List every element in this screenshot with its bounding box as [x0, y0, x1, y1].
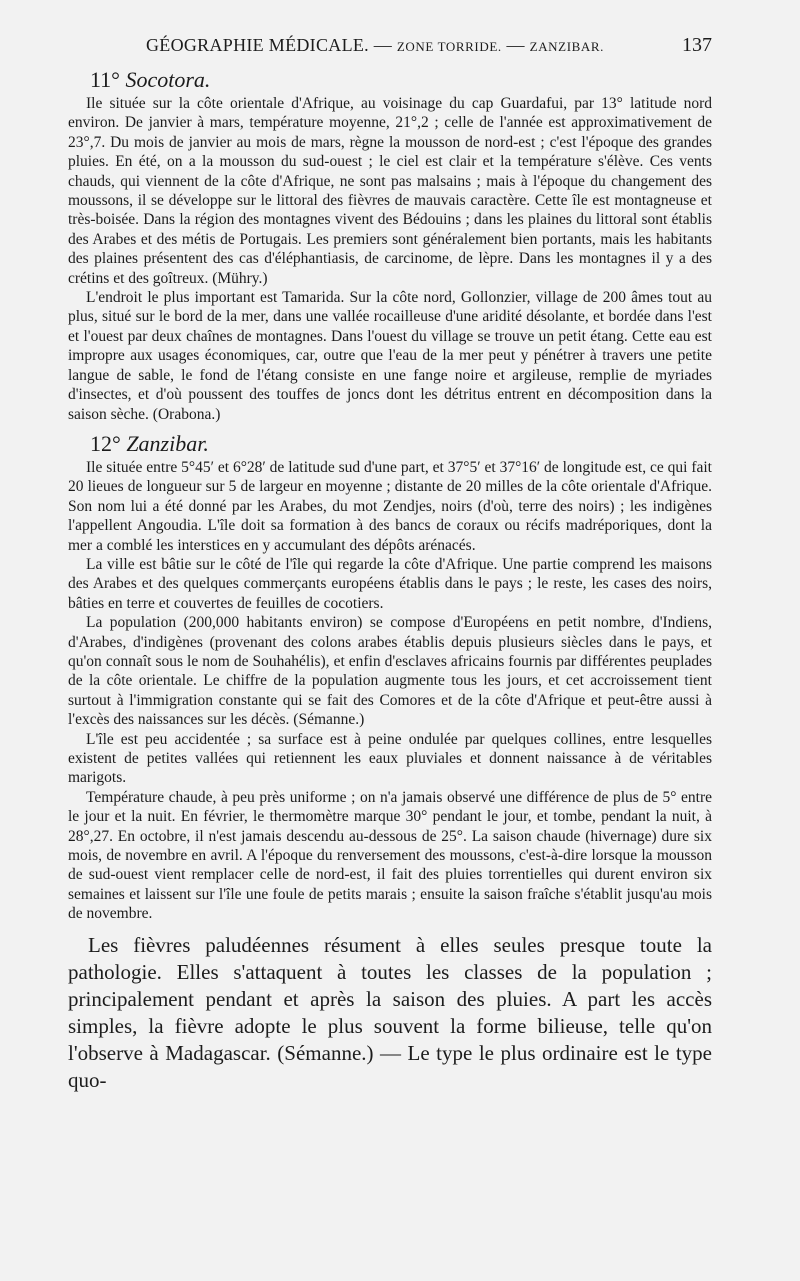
section-heading-zanzibar: [90, 430, 712, 458]
header-title: [68, 35, 682, 56]
closing-paragraph: Les fièvres paludéennes résument à elles seules presque toute la pathologie. Elles s'attaquent à toutes les classes de la population ; principalement pendant et après la saison des pluies. A part les accès simples, la fièvre adopte le plus souvent la forme bilieuse, telle qu'on l'observe à Madagascar. (Sémanne.) — Le type le plus ordinaire est le type quo-: [68, 932, 712, 1092]
section-number: 11°: [90, 67, 120, 92]
header-subtitle-place: ZANZIBAR.: [529, 39, 605, 54]
paragraph: Ile située sur la côte orientale d'Afrique, au voisinage du cap Guardafui, par 13° latitude nord environ. De janvier à mars, température moyenne, 21°,2 ; celle de l'année est approximativement de 23°,7. Du mois de janvier au mois de mars, règne la mousson de nord-est ; c'est l'époque des grandes pluies. En été, on a la mousson du sud-ouest ; le ciel est clair et la température s'élève. Ces vents chauds, qui viennent de la côte d'Afrique, ne sont pas malsains ; mais à l'époque du changement des moussons, il se développe sur le littoral des fièvres de mauvais caractère. Cette île est montagneuse et très-boisée. Dans la région des montagnes vivent des Bédouins ; dans les plaines du littoral sont établis des Arabes et des métis de Portugais. Les premiers sont généralement bien portants, mais les habitants des plaines présentent des cas d'éléphantiasis, de carcinome, de lèpre. Dans les montagnes il y a des crétins et des goîtreux. (Mühry.): [68, 95, 712, 287]
header-dash-1: —: [373, 35, 393, 55]
paragraph: L'endroit le plus important est Tamarida. Sur la côte nord, Gollonzier, village de 200 âmes tout au plus, situé sur le bord de la mer, dans une vallée rocailleuse d'une aridité désolante, et bordée dans l'est et l'ouest par deux chaînes de montagnes. Dans l'ouest du village se trouve un petit étang. Cette eau est impropre aux usages économiques, car, outre que l'eau de la mer peut y pénétrer à travers une petite langue de sable, le fond de l'étang consiste en une fange noire et argileuse, remplie de myriades d'insectes, et d'où poussent des touffes de joncs dont les détritus entrent en décomposition dans la saison sèche. (Orabona.): [68, 289, 712, 423]
page-number: 137: [682, 34, 712, 56]
paragraph: La population (200,000 habitants environ) se compose d'Européens en petit nombre, d'Indiens, d'Arabes, d'indigènes (provenant des colons arabes établis depuis plusieurs siècles dans le pays, et qu'on connaît sous le nom de Souhahélis), et enfin d'esclaves africains fournis par différentes peuplades de la côte orientale. Le chiffre de la population augmente tous les jours, et cet accroissement tient surtout à l'immigration constante qui se fait des Comores et de la côte d'Afrique et peut-être aussi à l'excès des naissances sur les décès. (Sémanne.): [68, 614, 712, 729]
section-number: 12°: [90, 430, 121, 456]
page-body: [68, 66, 712, 1094]
paragraph: La ville est bâtie sur le côté de l'île qui regarde la côte d'Afrique. Une partie comprend les maisons des Arabes et des quelques commerçants européens établis dans le pays ; le reste, les cases des noirs, bâties en terre et couvertes de feuilles de cocotiers.: [68, 555, 712, 612]
paragraph: Température chaude, à peu près uniforme ; on n'a jamais observé une différence de plus de 5° entre le jour et la nuit. En février, le thermomètre marque 30° pendant le jour, et tombe, pendant la nuit, à 28°,27. En octobre, il n'est jamais descendu au-dessous de 25°. La saison chaude (hivernage) dure six mois, de novembre en avril. A l'époque du renversement des moussons, c'est-à-dire lorsque la mousson de sud-ouest vient remplacer celle de nord-est, il fait des pluies torrentielles qui durent environ six semaines et laissent sur l'île une foule de petits marais ; ensuite la saison fraîche s'établit jusqu'au mois de novembre.: [68, 788, 712, 923]
section-heading-socotora: [90, 66, 712, 94]
section-title: Zanzibar.: [126, 430, 209, 456]
header-dash-2: —: [506, 35, 525, 55]
section-title: Socotora.: [125, 67, 211, 92]
header-title-main: GÉOGRAPHIE MÉDICALE.: [145, 35, 369, 55]
running-header: [68, 34, 712, 60]
paragraph: Ile située entre 5°45′ et 6°28′ de latitude sud d'une part, et 37°5′ et 37°16′ de longitude est, ce qui fait 20 lieues de longueur sur 5 de largeur en moyenne ; distante de 20 milles de la côte orientale d'Afrique. Son nom lui a été donné par les Arabes, du mot Zendjes, noirs (d'où, terre des noirs) ; les indigènes l'appellent Angoudia. L'île doit sa formation à des bancs de coraux ou récifs madréporiques, dont la mer a comblé les interstices en y accumulant des dépôts arénacés.: [68, 458, 712, 554]
header-subtitle-zone: ZONE TORRIDE.: [396, 39, 502, 54]
paragraph: L'île est peu accidentée ; sa surface est à peine ondulée par quelques collines, entre lesquelles existent de petites vallées qui retiennent les eaux pluviales et donnent naissance à de véritables marigots.: [68, 730, 712, 787]
